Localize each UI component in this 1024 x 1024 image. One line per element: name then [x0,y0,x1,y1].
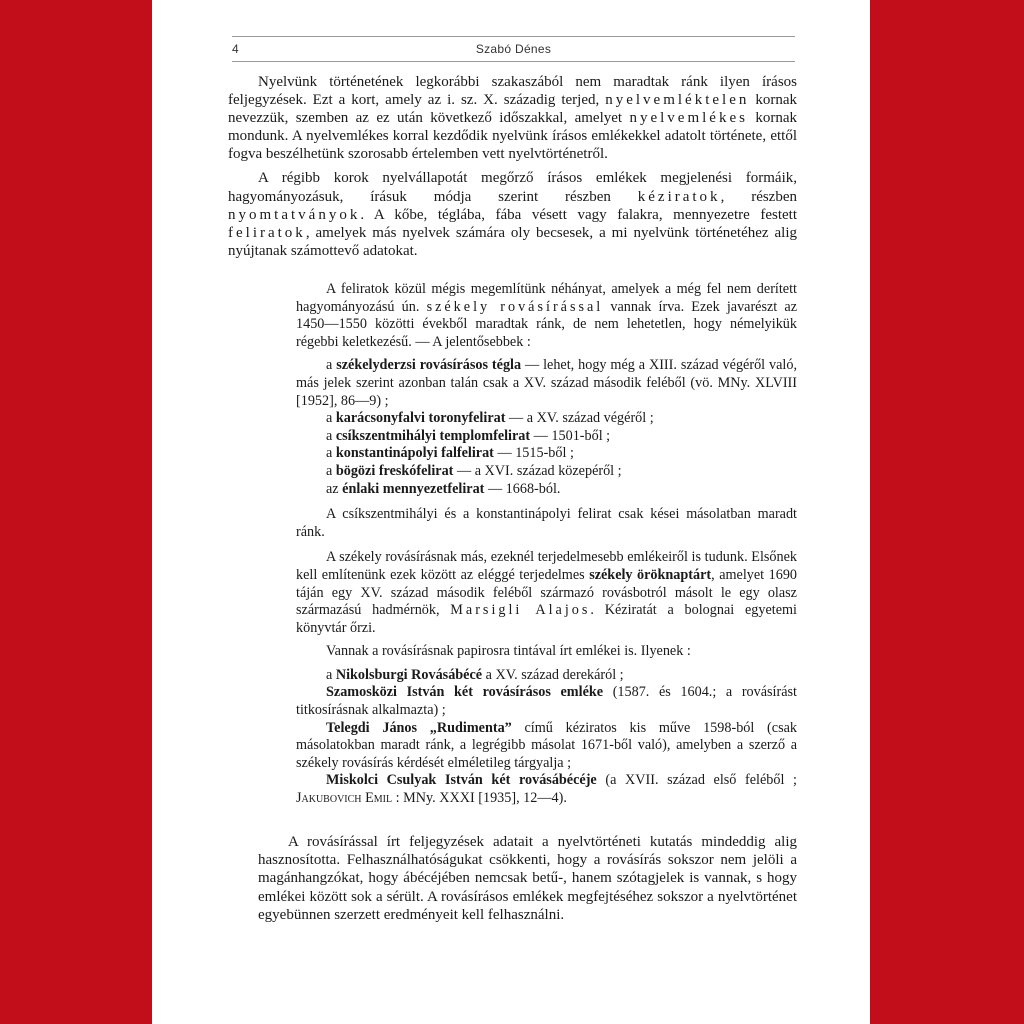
manuscript-list [296,667,797,808]
quote-block [296,281,797,808]
spaced-term: székely rovásírással [426,298,604,315]
intro-paragraph-1: Nyelvünk történetének legkorábbi szakaszából nem maradtak ránk ilyen írásos feljegyzések. Ezt a kort, amely az i. sz. X. századig terjed, nyelvemléktelen kornak nevezzük, szemben az ez után következő időszakkal, amelyet nyelvemlékes kornak mondunk. A nyelvemlékes korral kezdődik nyelvünk írásos emlékekkel adatolt története, ettől fogva beszélhetünk szorosabb értelemben vett nyelvtörténetről. [228,74,798,163]
closing-paragraph: A rovásírással írt feljegyzések adatait a nyelvtörténeti kutatás mindeddig alig hasznosította. Felhasználhatóságukat csökkenti, hogy a rovásírás sokszor nem jelöli a magánhangzókat, hogy ábécéjében nemcsak betű-, hanem szótagjelek is vannak, s hogy emlékei között sok a sérült. A rovásírásos emlékek megfejtéséhez sokszor a nyelvtörténet egyebünnen szerzett eredményeit kell felhasználni. [258,834,797,923]
quote-paragraph-2: A csíkszentmihályi és a konstantinápolyi felirat csak kései másolatban maradt ránk. [296,506,797,540]
intro-paragraph-2: A régibb korok nyelvállapotát megőrző írásos emlékek megjelenési formáik, hagyományozásuk, írásuk módja szerint részben kéziratok, részben nyomtatványok. A kőbe, téglába, fába vésett vagy falakra, mennyezetre festett feliratok, amelyek más nyelvek számára oly becsesek, a mi nyelvünk történetéhez alig nyújtanak számottevő adatokat. [228,170,798,259]
running-title: Szabó Dénes [475,42,552,56]
spaced-term: nyelvemlékes [629,110,748,127]
quote-paragraph-3: A székely rovásírásnak más, ezeknél terjedelmesebb emlékeiről is tudunk. Elsőnek kell említenünk ezek között az eléggé terjedelmes székely öröknaptárt, amelyet 1690 táján egy XV. század második feléből származó rovásbotról másolt le egy olasz származású hadmérnök, Marsigli Alajos. Kéziratát a bolognai egyetemi könyvtár őrzi. [296,549,798,636]
closing-text [258,833,797,924]
quote-paragraph-1: A feliratok közül mégis megemlítünk néhányat, amelyek a még fel nem derített hagyományozású ún. székely rovásírással vannak írva. Ezek javarészt az 1450—1550 közötti évekből maradtak ránk, de nem lehetetlen, hogy némelyikük régebbi keletkezésű. — A jelentősebbek : [296,281,797,350]
spaced-term: Marsigli Alajos [450,602,591,619]
spaced-term: nyelvemléktelen [605,92,750,109]
list-item: a konstantinápolyi falfelirat — 1515-ből ; [326,445,574,462]
list-item: a karácsonyfalvi toronyfelirat — a XV. század végéről ; [326,410,654,427]
list-item: a Nikolsburgi Rovásábécé a XV. század derekáról ; [326,666,624,683]
list-item: a csíkszentmihályi templomfelirat — 1501-ből ; [326,427,611,444]
inscription-list [296,357,797,498]
list-item: Telegdi János „Rudimenta” című kéziratos kis műve 1598-ból (csak másolatokban maradt ránk, a legrégibb másolat 1671-ből való), amelyben a szerző a székely rovásírás kérdését elméletileg tárgyalja ; [296,719,797,771]
page-number: 4 [232,42,239,56]
book-page [152,0,870,1024]
author-name: Jakubovich Emil [296,790,393,807]
list-item: a bögözi freskófelirat — a XVI. század közepéről ; [326,462,622,479]
list-item: az énlaki mennyezetfelirat — 1668-ból. [326,480,561,497]
intro-text [228,73,797,260]
list-item: Miskolci Csulyak István két rovásábécéje (a XVII. század első feléből ; Jakubovich Emil : MNy. XXXI [1935], 12—4). [296,772,797,807]
spaced-term: feliratok [228,224,306,241]
running-header [232,36,795,62]
spaced-term: nyomtatványok [228,206,361,223]
spaced-term: kéziratok [637,188,721,205]
list-item: a székelyderzsi rovásírásos tégla — lehet, hogy még a XIII. század végéről való, más jelek szerint azonban talán csak a XV. század második feléből (vö. MNy. XLVIII [1952], 86—9) ; [296,357,797,409]
list-item: Szamosközi István két rovásírásos emléke (1587. és 1604.; a rovásírást titkosírásnak alkalmazta) ; [296,684,797,719]
quote-paragraph-4: Vannak a rovásírásnak papirosra tintával írt emlékei is. Ilyenek : [326,643,691,660]
